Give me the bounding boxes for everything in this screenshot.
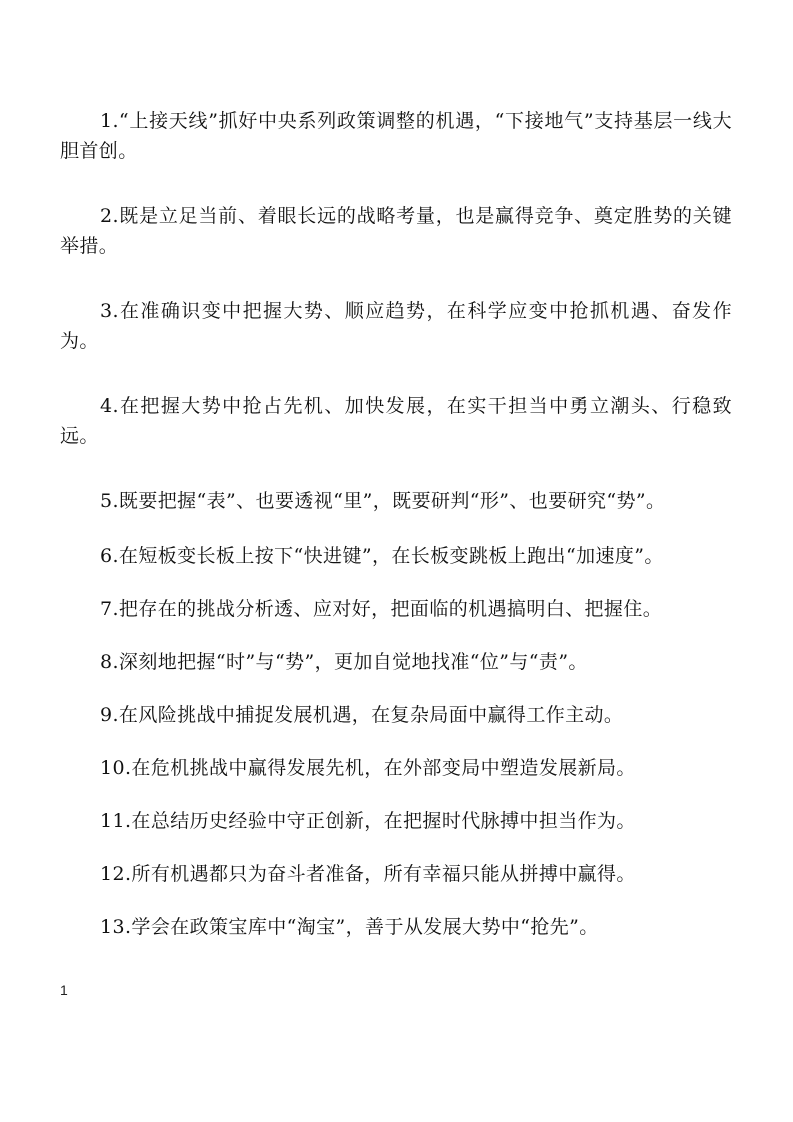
paragraph-3: 3.在准确识变中把握大势、顺应趋势，在科学应变中抢抓机遇、奋发作为。 [60,300,732,352]
page-number: 1 [60,982,68,998]
paragraph-2: 2.既是立足当前、着眼长远的战略考量，也是赢得竞争、奠定胜势的关键举措。 [60,205,732,257]
paragraph-5: 5.既要把握“表”、也要透视“里”，既要研判“形”、也要研究“势”。 [100,490,666,512]
paragraph-13: 13.学会在政策宝库中“淘宝”，善于从发展大势中“抢先”。 [100,916,599,938]
paragraph-11: 11.在总结历史经验中守正创新，在把握时代脉搏中担当作为。 [100,810,636,832]
paragraph-10: 10.在危机挑战中赢得发展先机，在外部变局中塑造发展新局。 [100,757,636,779]
paragraph-4: 4.在把握大势中抢占先机、加快发展，在实干担当中勇立潮头、行稳致远。 [60,395,732,447]
paragraph-12: 12.所有机遇都只为奋斗者准备，所有幸福只能从拼搏中赢得。 [100,863,636,885]
paragraph-6: 6.在短板变长板上按下“快进键”，在长板变跳板上跑出“加速度”。 [100,545,664,567]
paragraph-9: 9.在风险挑战中捕捉发展机遇，在复杂局面中赢得工作主动。 [100,704,624,726]
paragraph-8: 8.深刻地把握“时”与“势”，更加自觉地找准“位”与“责”。 [100,651,588,673]
paragraph-7: 7.把存在的挑战分析透、应对好，把面临的机遇搞明白、把握住。 [100,598,663,620]
document-body [60,106,732,965]
paragraph-1: 1.“上接天线”抓好中央系列政策调整的机遇，“下接地气”支持基层一线大胆首创。 [60,110,732,162]
